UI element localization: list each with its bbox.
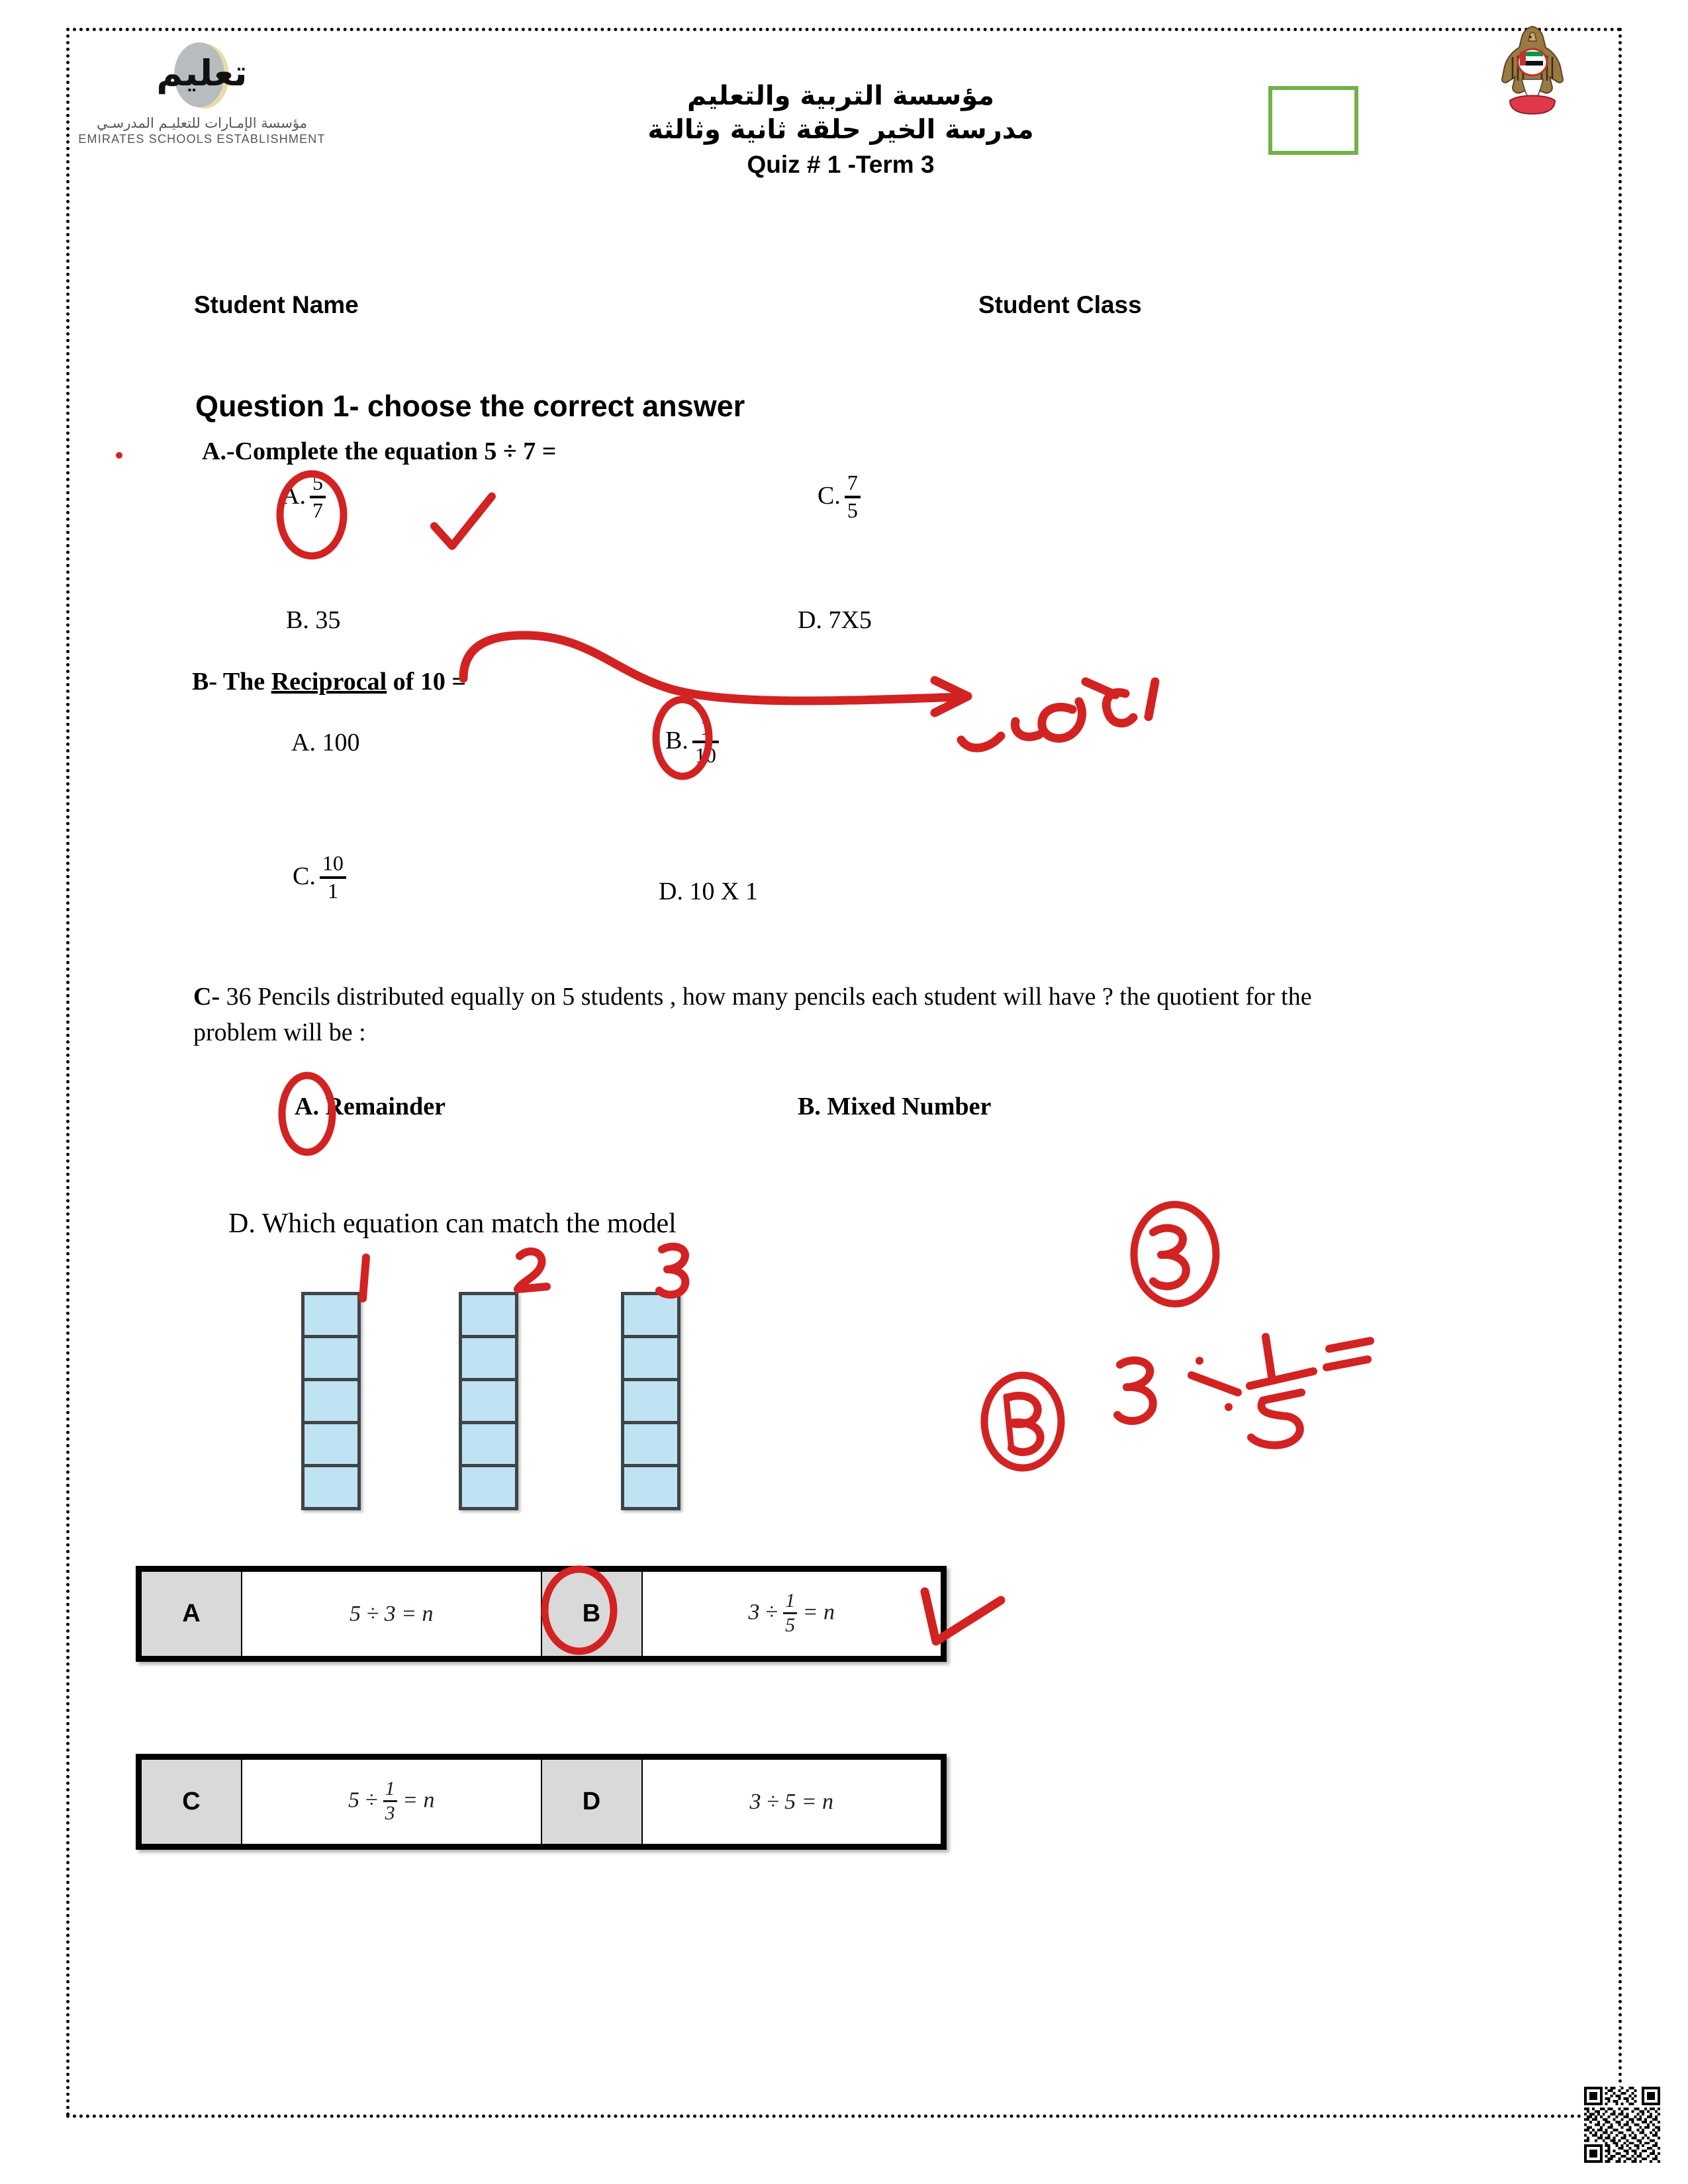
equation-var: n xyxy=(422,1601,434,1626)
answer-letter-c[interactable]: C xyxy=(142,1760,242,1844)
fraction-denominator: 3 xyxy=(385,1802,395,1824)
fraction-bar xyxy=(310,496,326,498)
fraction-numerator: 10 xyxy=(322,851,344,875)
score-box[interactable] xyxy=(1268,86,1358,155)
answer-table-ab xyxy=(136,1566,947,1662)
taleem-logo-icon xyxy=(152,40,252,113)
question-1-heading: Question 1- choose the correct answer xyxy=(195,389,745,423)
equation-var: = n xyxy=(397,1788,435,1813)
part-c-option-b[interactable]: B. Mixed Number xyxy=(798,1093,992,1120)
model-segment xyxy=(624,1381,677,1424)
part-a-option-c-label: C. xyxy=(818,482,841,510)
school-logo xyxy=(70,40,334,146)
equation-lhs: 5 ÷ 3 = xyxy=(349,1601,422,1626)
model-segment xyxy=(462,1338,515,1381)
logo-arabic-name: مؤسسة الإمـارات للتعليـم المدرسـي xyxy=(97,115,307,131)
model-segment xyxy=(305,1338,357,1381)
fraction-denominator: 5 xyxy=(785,1614,796,1636)
model-segment xyxy=(624,1295,677,1338)
fraction-denominator: 5 xyxy=(847,498,858,522)
part-a-option-c[interactable] xyxy=(818,473,861,523)
logo-arabic-mark: تعليم xyxy=(156,52,248,94)
answer-letter-d[interactable]: D xyxy=(542,1760,643,1844)
answer-equation-d[interactable] xyxy=(643,1760,941,1844)
fraction-numerator: 1 xyxy=(700,715,711,739)
part-c-letter: C- xyxy=(193,983,220,1011)
answer-equation-c[interactable] xyxy=(242,1760,542,1844)
part-a-option-d[interactable]: D. 7X5 xyxy=(798,606,872,634)
fraction-denominator: 7 xyxy=(312,498,323,522)
fraction-bar xyxy=(320,876,346,879)
fraction-denominator: 1 xyxy=(327,878,338,903)
header-titles xyxy=(477,79,1205,179)
equation-lhs: 5 ÷ xyxy=(348,1788,383,1813)
equation-fraction xyxy=(783,1591,797,1635)
model-column-1 xyxy=(301,1292,361,1510)
uae-emblem-icon xyxy=(1493,19,1572,124)
model-column-2 xyxy=(459,1292,518,1510)
fraction-numerator: 1 xyxy=(385,1778,395,1799)
part-a-letter: A. xyxy=(202,437,226,465)
part-a-option-b[interactable]: B. 35 xyxy=(286,606,341,634)
part-a-prompt xyxy=(202,437,556,466)
model-column-3 xyxy=(621,1292,680,1510)
part-b-option-b[interactable] xyxy=(665,715,719,768)
part-b-option-c[interactable] xyxy=(293,851,346,903)
part-b-option-c-label: C. xyxy=(293,862,316,891)
equation-lhs: 3 ÷ 5 = xyxy=(749,1789,823,1814)
model-segment xyxy=(624,1467,677,1507)
part-c-prompt xyxy=(193,979,1358,1051)
model-segment xyxy=(305,1381,357,1424)
model-segment xyxy=(305,1424,357,1467)
equation-lhs: 3 ÷ xyxy=(748,1600,784,1625)
part-a-option-a-fraction xyxy=(310,472,326,522)
part-b-option-a[interactable]: A. 100 xyxy=(291,729,360,756)
part-c-text: 36 Pencils distributed equally on 5 students , how many pencils each student will have ? the quotient for the problem will be : xyxy=(193,983,1312,1046)
part-b-underlined-word: Reciprocal xyxy=(271,668,387,696)
part-c-option-a[interactable]: A. Remainder xyxy=(295,1093,445,1120)
part-b-word-tail: of 10 = xyxy=(393,668,466,696)
part-d-prompt: D. Which equation can match the model xyxy=(228,1208,677,1239)
part-b-prompt xyxy=(192,667,466,696)
part-b-option-b-fraction xyxy=(692,717,719,766)
model-segment xyxy=(624,1424,677,1467)
answer-equation-b[interactable] xyxy=(643,1572,941,1656)
model-segment xyxy=(462,1381,515,1424)
model-segment xyxy=(462,1467,515,1507)
part-b-option-c-fraction xyxy=(320,852,346,902)
model-segment xyxy=(624,1338,677,1381)
answer-letter-b[interactable]: B xyxy=(542,1572,643,1656)
answer-equation-a[interactable] xyxy=(242,1572,542,1656)
part-a-text: -Complete the equation 5 ÷ 7 = xyxy=(226,437,557,465)
qr-code xyxy=(1584,2087,1660,2163)
model-segment xyxy=(305,1467,357,1507)
part-b-option-d[interactable]: D. 10 X 1 xyxy=(659,878,758,905)
part-a-option-a-label: A. xyxy=(281,482,306,510)
model-segment xyxy=(305,1295,357,1338)
equation-var: n xyxy=(822,1789,834,1814)
part-a-option-c-fraction xyxy=(845,472,861,522)
equation-var: = n xyxy=(797,1600,835,1625)
quiz-title: Quiz # 1 -Term 3 xyxy=(747,151,935,179)
school-line: مدرسة الخير حلقة ثانية وثالثة xyxy=(647,114,1034,146)
model-segment xyxy=(462,1424,515,1467)
model-segment xyxy=(462,1295,515,1338)
equation-fraction xyxy=(383,1779,397,1823)
fraction-numerator: 1 xyxy=(785,1590,796,1612)
part-b-option-b-label: B. xyxy=(665,727,688,755)
fraction-numerator: 5 xyxy=(312,471,323,494)
fraction-denominator: 10 xyxy=(694,743,716,767)
student-class-label: Student Class xyxy=(978,291,1142,318)
part-b-word-the: The xyxy=(222,668,265,696)
fraction-bar xyxy=(845,496,861,498)
answer-letter-a[interactable]: A xyxy=(142,1572,242,1656)
student-name-label: Student Name xyxy=(194,291,359,318)
part-b-letter: B- xyxy=(192,668,217,696)
fraction-numerator: 7 xyxy=(847,471,858,494)
logo-english-name: EMIRATES SCHOOLS ESTABLISHMENT xyxy=(78,132,326,146)
ministry-line: مؤسسة التربية والتعليم xyxy=(686,81,995,111)
part-a-option-a[interactable] xyxy=(281,473,326,523)
answer-table-cd xyxy=(136,1754,947,1850)
fraction-bar xyxy=(692,741,719,743)
